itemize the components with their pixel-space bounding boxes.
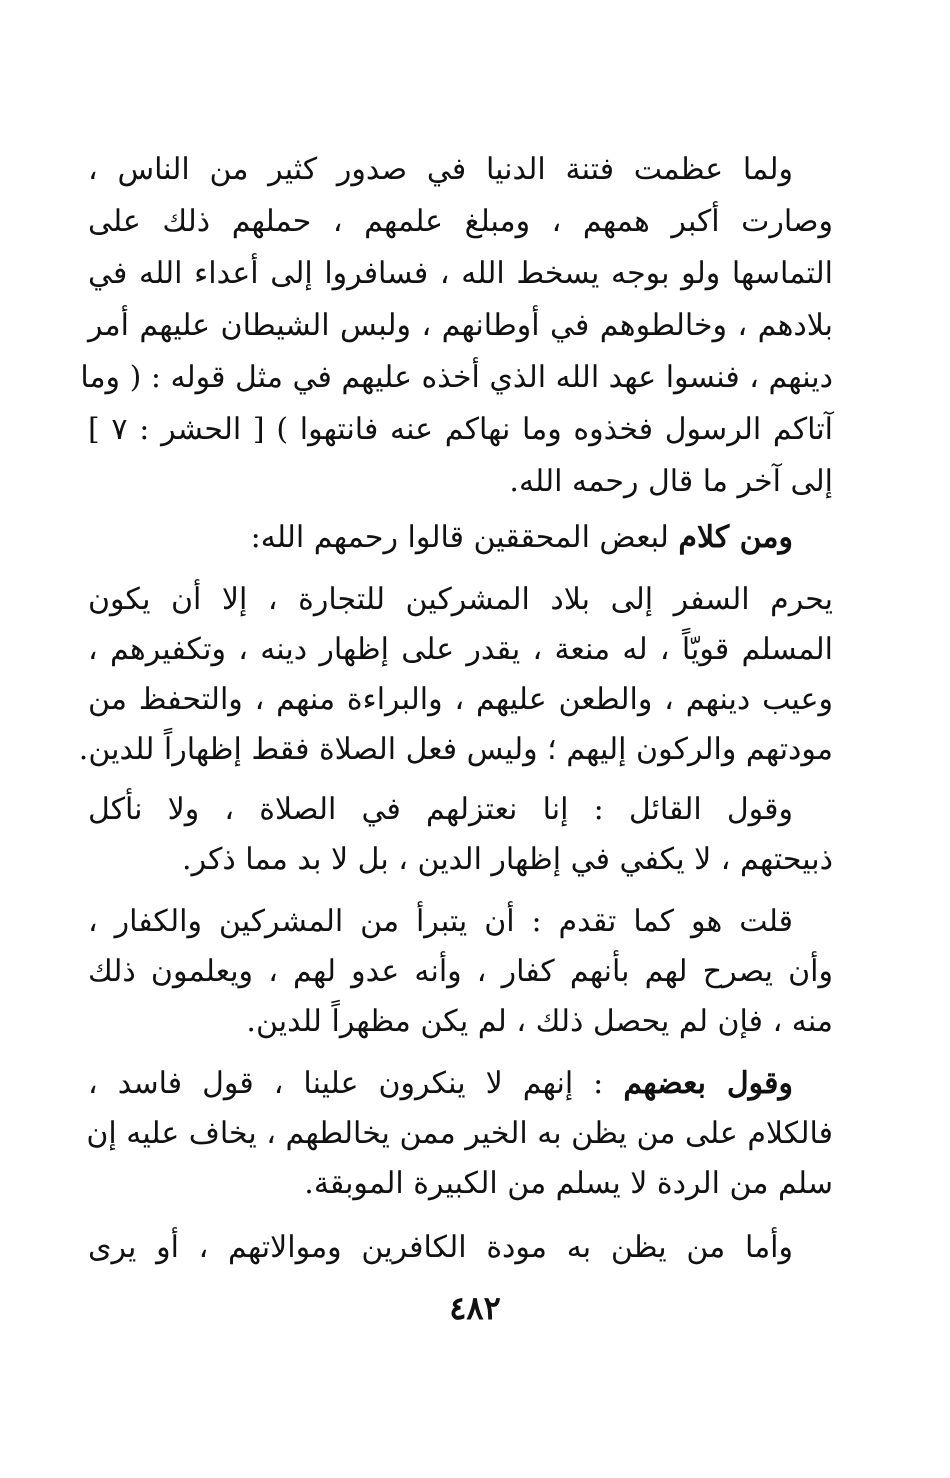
text-line: بلادهم ، وخالطوهم في أوطانهم ، ولبس الشيطان عليهم أمر — [88, 308, 833, 343]
text-line: ذبيحتهم ، لا يكفي في إظهار الدين ، بل لا بد مما ذكر. — [182, 842, 833, 877]
text-line — [88, 1058, 793, 1110]
heading-text: لبعض المحققين قالوا رحمهم الله: — [250, 520, 679, 555]
text-line: سلم من الردة لا يسلم من الكبيرة الموبقة. — [304, 1166, 833, 1201]
text-line: يحرم السفر إلى بلاد المشركين للتجارة ، إلا أن يكون — [88, 582, 833, 617]
text-line: التماسها ولو بوجه يسخط الله ، فسافروا إلى أعداء الله في — [88, 256, 833, 291]
bold-phrase: وقول بعضهم — [623, 1066, 793, 1101]
text-line: قلت هو كما تقدم : أن يتبرأ من المشركين والكفار ، — [88, 904, 793, 939]
text-line: آتاكم الرسول فخذوه وما نهاكم عنه فانتهوا ) [ الحشر : ٧ ] — [88, 412, 834, 447]
text-line: مودتهم والركون إليهم ؛ وليس فعل الصلاة فقط إظهاراً للدين. — [78, 732, 833, 767]
text-line: فالكلام على من يظن به الخير ممن يخالطهم ، يخاف عليه إن — [86, 1116, 833, 1151]
page-number: ٤٨٢ — [449, 1289, 501, 1327]
text-line: دينهم ، فنسوا عهد الله الذي أخذه عليهم في مثل قوله : ( وما — [80, 360, 833, 395]
text-line: وأما من يظن به مودة الكافرين وموالاتهم ، أو يرى — [88, 1230, 793, 1265]
text-fragment: : إنهم لا ينكرون علينا ، قول فاسد ، — [88, 1066, 624, 1101]
text-line: المسلم قويّاً ، له منعة ، يقدر على إظهار دينه ، وتكفيرهم ، — [88, 632, 833, 667]
text-line: وقول القائل : إنا نعتزلهم في الصلاة ، ولا نأكل — [88, 792, 793, 827]
text-line: منه ، فإن لم يحصل ذلك ، لم يكن مظهراً للدين. — [246, 1004, 833, 1039]
text-line: ولما عظمت فتنة الدنيا في صدور كثير من الناس ، — [88, 152, 793, 187]
text-line: وصارت أكبر همهم ، ومبلغ علمهم ، حملهم ذلك على — [88, 204, 833, 239]
text-line: إلى آخر ما قال رحمه الله. — [509, 464, 833, 499]
text-line: وعيب دينهم ، والطعن عليهم ، والبراءة منهم ، والتحفظ من — [88, 682, 833, 717]
heading-bold-text: ومن كلام — [678, 520, 793, 555]
text-line: وأن يصرح لهم بأنهم كفار ، وأنه عدو لهم ، ويعلمون ذلك — [88, 954, 833, 989]
section-heading — [88, 512, 793, 564]
